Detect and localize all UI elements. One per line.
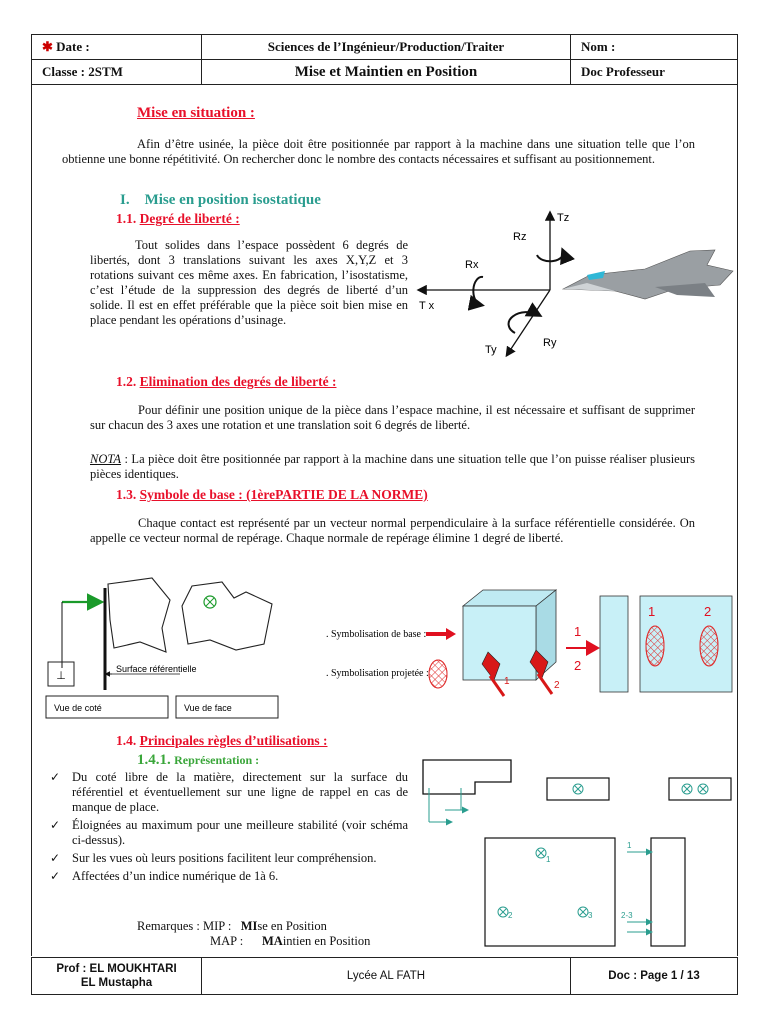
locator-symbol-icon (498, 848, 588, 917)
s14-heading (116, 733, 328, 749)
part-bar-2 (669, 778, 731, 800)
part-plate-side-view (651, 838, 685, 946)
arrow-number-2: 2 (574, 658, 582, 673)
doc-title: Mise et Maintien en Position (202, 60, 571, 85)
rule-text: Éloignées au maximum pour une meilleure stabilité (voir schéma ci-dessus). (72, 818, 408, 847)
page-total: 13 (686, 970, 700, 982)
map-label: MAP : (210, 934, 244, 948)
remarks-map (210, 934, 370, 949)
rules-list (50, 770, 408, 887)
s141-heading (137, 752, 259, 769)
front-number-2: 2 (704, 604, 712, 619)
s14-title: Principales règles d’utilisations : (139, 733, 328, 748)
footer-prof (32, 958, 202, 995)
jet-icon (563, 250, 733, 299)
part-side-outline (108, 578, 170, 652)
base-symbol-label: . Symbolisation de base : (326, 629, 427, 640)
s14-num: 1.4. (116, 733, 137, 748)
remarks-mip (137, 919, 327, 934)
rules-diagram (415, 752, 737, 952)
views-diagram (40, 570, 302, 722)
s13-heading (116, 487, 428, 503)
ry-label: Ry (543, 337, 557, 349)
footer-table (31, 957, 738, 995)
base-arrow-icon (426, 628, 456, 640)
axes-diagram (415, 205, 740, 365)
intro-heading: Mise en situation : (137, 105, 255, 121)
s13-text: Chaque contact est représenté par un vecteur normal perpendiculaire à la surface référentielle considérée. On appelle ce vecteur normal de repérage. Chaque normale de repérage élimine 1 degré de liberté. (90, 516, 695, 545)
header-table (31, 34, 738, 85)
surface-label: Surface référentielle (116, 664, 197, 674)
cube-side-view (600, 596, 628, 692)
doc-type: Doc Professeur (571, 60, 738, 85)
prof-name-2: EL Mustapha (80, 977, 153, 989)
subject: Sciences de l’Ingénieur/Production/Traiter (202, 35, 571, 60)
locator-symbol-icon (573, 784, 583, 794)
front-number-1: 1 (648, 604, 656, 619)
side-index-23: 2-3 (621, 911, 633, 920)
nota-label: NOTA (90, 452, 122, 466)
projected-symbol-label: . Symbolisation projetée : (326, 668, 429, 679)
nota-text: : La pièce doit être positionnée par rapport à la machine dans une situation telle que l’on puisse réaliser plusieurs pièces identiques. (90, 452, 695, 481)
projected-1-icon (646, 626, 664, 666)
s141-num: 1.4.1. (137, 752, 171, 768)
classe-label: Classe : 2STM (32, 60, 202, 85)
map-bold: MA (261, 934, 283, 948)
rx-rotation (473, 277, 483, 305)
page-label: Doc : Page (608, 970, 671, 982)
index-1: 1 (546, 855, 551, 864)
date-label: ✱ Date : (32, 35, 202, 60)
page-number: 1 (670, 970, 678, 982)
s11-num: 1.1. (116, 211, 137, 226)
s12-text: Pour définir une position unique de la pièce dans l’espace machine, il est nécessaire et suffisant de supprimer sur chacun des 3 axes une rotation et une translation soit 6 degrés de liberté. (90, 403, 695, 432)
s12-heading (116, 374, 336, 390)
tx-label: T x (419, 300, 435, 312)
s13-num: 1.3. (116, 487, 137, 502)
locator-symbol-icon (682, 784, 708, 794)
projected-symbol-icon (204, 596, 216, 608)
remarks-label: Remarques : MIP : (137, 919, 232, 933)
section1-heading (120, 192, 321, 209)
footer-school: Lycée AL FATH (202, 958, 571, 995)
s13-title: Symbole de base : (1èrePARTIE DE LA NORME) (139, 487, 428, 502)
pin-1-number: 1 (504, 676, 510, 687)
ty-label: Ty (485, 344, 497, 356)
rz-label: Rz (513, 231, 527, 243)
page-separator: / (677, 970, 687, 982)
prof-name: Prof : EL MOUKHTARI (56, 963, 177, 975)
map-rest: intien en Position (282, 934, 371, 948)
part-stepped-outline (423, 760, 511, 794)
s12-num: 1.2. (116, 374, 137, 389)
footer-page (571, 958, 738, 995)
s141-title: Représentation : (174, 753, 260, 767)
s12-nota (90, 452, 695, 482)
index-2: 2 (508, 911, 513, 920)
index-3: 3 (588, 911, 593, 920)
pin-2-number: 2 (554, 680, 560, 691)
s11-heading (116, 211, 240, 227)
section1-title: Mise en position isostatique (144, 192, 321, 208)
section1-num: I. (120, 192, 130, 208)
rule-text: Du coté libre de la matière, directement sur la surface du référentiel et éventuellement sur une ligne de rappel en cas de manque de place. (72, 770, 408, 814)
symbols-diagram (318, 584, 738, 714)
red-arrow-icon (586, 640, 600, 656)
arrow-number-1: 1 (574, 624, 582, 639)
s11-title: Degré de liberté : (139, 211, 240, 226)
tz-label: Tz (557, 212, 570, 224)
mip-bold: MI (240, 919, 258, 933)
front-view-label: Vue de face (184, 703, 232, 713)
mip-rest: se en Position (257, 919, 327, 933)
projected-2-icon (700, 626, 718, 666)
rule-text: Sur les vues où leurs positions facilitent leur compréhension. (72, 851, 377, 865)
list-item: ✓ Sur les vues où leurs positions facilitent leur compréhension. (50, 851, 377, 865)
projected-hatch-icon (429, 660, 447, 688)
list-item: ✓ Éloignées au maximum pour une meilleure stabilité (voir schéma ci-dessus). (50, 818, 408, 847)
intro-text: Afin d’être usinée, la pièce doit être positionnée par rapport à la machine dans une situation telle que l’on obtienne une bonne répétitivité. On rechercher donc le nombre des contacts nécessaires et suffisant au positionnement. (62, 137, 695, 166)
rule-text: Affectées d’un indice numérique de 1à 6. (72, 869, 279, 883)
perpendicular-symbol: ⊥ (56, 669, 66, 682)
part-front-outline (182, 582, 272, 650)
list-item: ✓ Du coté libre de la matière, directement sur la surface du référentiel et éventuellement sur une ligne de rappel en cas de manque de place. (50, 770, 408, 814)
side-index-1: 1 (627, 841, 632, 850)
s12-title: Elimination des degrés de liberté : (139, 374, 337, 389)
rx-label: Rx (465, 259, 479, 271)
side-view-label: Vue de coté (54, 703, 102, 713)
nom-label: Nom : (571, 35, 738, 60)
list-item: ✓ Affectées d’un indice numérique de 1à 6. (50, 869, 279, 883)
s11-text: Tout solides dans l’espace possèdent 6 degrés de libertés, dont 3 translations suivant les axes X,Y,Z et 3 rotations suivant ces même axes. En fabrication, l’isostatisme, c’est l’étude de la suppression des degrés de liberté d’un solide. Il est en effet préférable que la pièce soit bien mise en place pendant les opérations d’usinage. (90, 238, 408, 327)
